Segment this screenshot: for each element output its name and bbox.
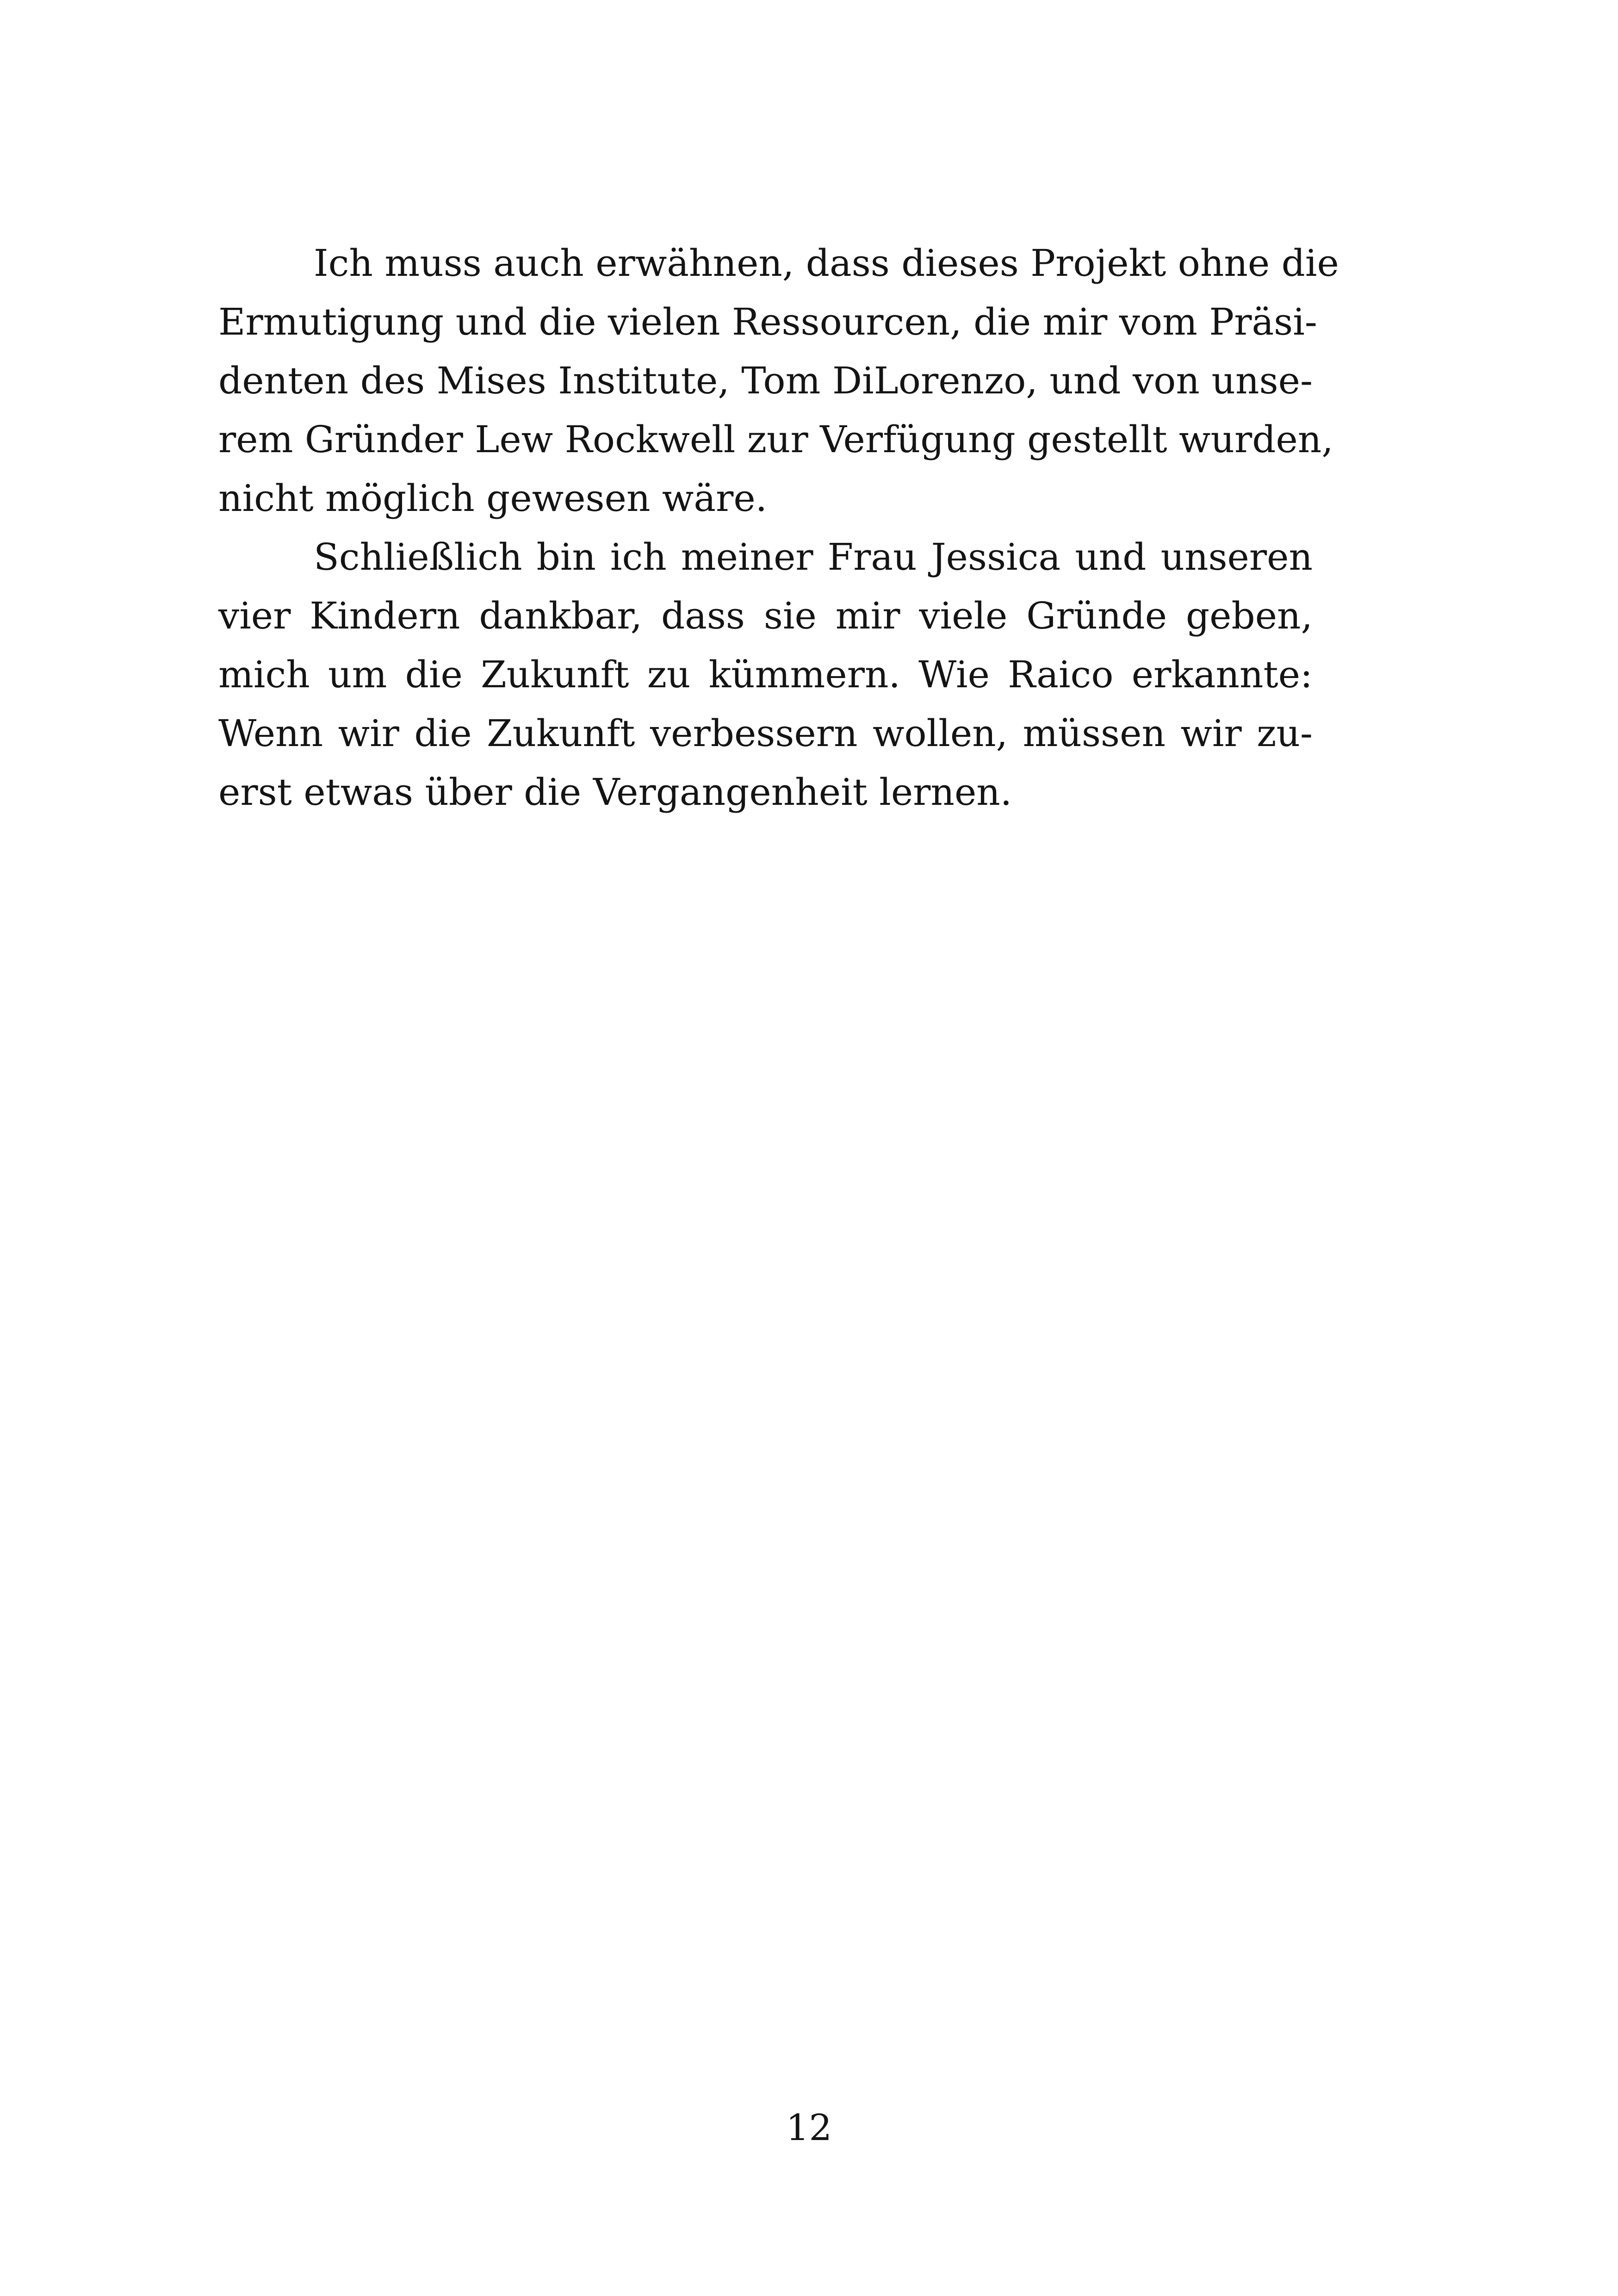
paragraph xyxy=(218,528,1313,821)
text-line: Wenn wir die Zukunft verbessern wollen, müssen wir zu- xyxy=(218,712,1313,755)
text-line: vier Kindern dankbar, dass sie mir viele Gründe geben, xyxy=(218,594,1313,637)
text-line: mich um die Zukunft zu kümmern. Wie Raico erkannte: xyxy=(218,653,1313,696)
text-line: nicht möglich gewesen wäre. xyxy=(218,477,768,520)
text-line: Ermutigung und die vielen Ressourcen, die mir vom Präsi- xyxy=(218,300,1317,343)
body-text xyxy=(218,234,1339,821)
page-number: 12 xyxy=(786,2107,832,2149)
text-line: erst etwas über die Vergangenheit lernen. xyxy=(218,771,1012,814)
text-line: denten des Mises Institute, Tom DiLorenzo, und von unse- xyxy=(218,359,1313,402)
paragraph xyxy=(218,234,1339,528)
text-line: rem Gründer Lew Rockwell zur Verfügung gestellt wurden, xyxy=(218,418,1333,461)
text-line: Schließlich bin ich meiner Frau Jessica und unseren xyxy=(314,535,1313,579)
text-line: Ich muss auch erwähnen, dass dieses Projekt ohne die xyxy=(314,242,1339,285)
